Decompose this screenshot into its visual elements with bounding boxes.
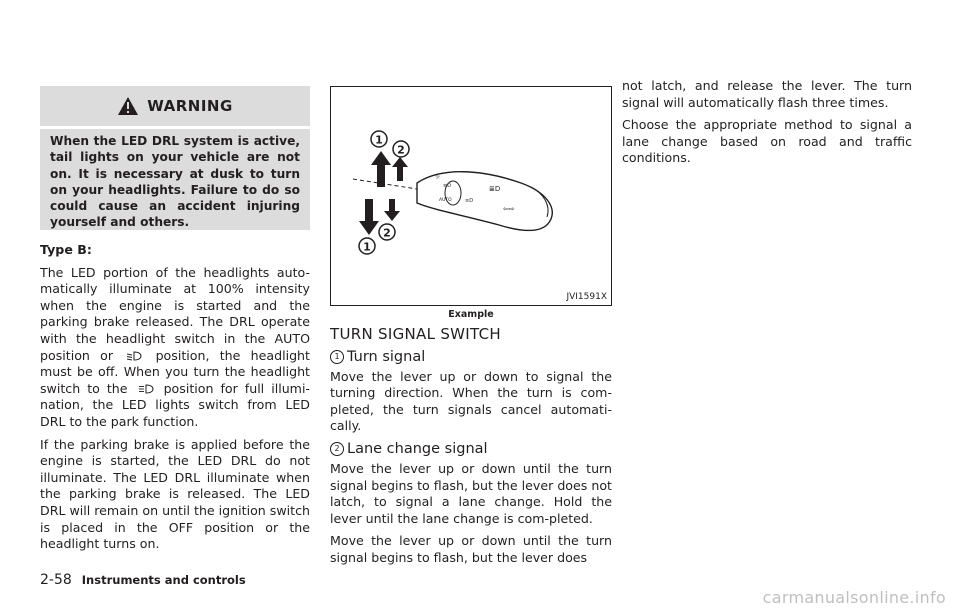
circled-number-1: 1 [330,350,344,364]
led-paragraph-part1: The LED portion of the headlights auto-matically illuminate at 100% intensity when the engine is started and the parking brake released. The DRL operate with the headlight switch in the AUTO position or [40,264,310,363]
section-name: Instruments and controls [81,573,246,587]
figure-code: JVI1591X [566,292,607,302]
low-beam-headlight-icon [125,351,143,361]
callout-1-top [371,131,387,147]
lane-change-subheading [330,441,612,457]
led-paragraph-part3: position for full illumi-nation, the LED lights switch from LED DRL to the park function. [40,380,310,429]
turn-signal-lever-illustration [331,87,611,305]
svg-text:≡D: ≡D [465,198,474,204]
page-footer [40,572,246,588]
svg-text:⇦⇨: ⇦⇨ [503,205,515,213]
turn-signal-figure [330,86,612,306]
led-paragraph-part2: position, the headlight must be off. When you turn the headlight switch to the [40,347,310,396]
left-column [40,242,310,553]
warning-divider [40,126,310,129]
callout-2-top [393,141,409,157]
section-title: TURN SIGNAL SWITCH [330,325,501,343]
led-paragraph [40,265,310,431]
callout-2-bottom [379,224,395,240]
lane-change-text-1: Move the lever up or down until the turn signal begins to flash, but the lever does not latch, to signal a lane change. Hold the lever until the lane change is com-pleted. [330,460,612,526]
svg-text:≣D: ≣D [489,185,501,193]
circled-number-2: 2 [330,442,344,456]
middle-column [330,326,612,567]
right-paragraph-1: not latch, and release the lever. The turn signal will automatically flash three times. [622,78,912,110]
warning-triangle-icon [117,96,139,116]
lane-change-text-2: Move the lever up or down until the turn signal begins to flash, but the lever does [330,533,612,565]
svg-text:2: 2 [383,226,391,240]
callout-1-bottom [359,238,375,254]
warning-text: When the LED DRL system is active, tail lights on your vehicle are not on. It is necessary at dusk to turn on your headlights. Failure to do so could cause an accident injuring yourself and others. [50,134,300,230]
svg-text:2: 2 [397,143,405,157]
right-paragraph-2: Choose the appropriate method to signal a lane change based on road and traffic conditions. [622,117,912,166]
svg-text:≡D: ≡D [443,183,452,189]
turn-signal-title: Turn signal [347,348,426,365]
warning-title: WARNING [147,97,233,115]
svg-text:1: 1 [375,133,383,147]
turn-signal-subheading [330,349,612,365]
right-column [622,78,912,167]
warning-header [40,86,310,126]
svg-text:☼: ☼ [435,174,441,181]
type-label: Type B: [40,242,92,257]
parking-brake-paragraph: If the parking brake is applied before the engine is started, the LED DRL do not illuminate. The LED DRL illuminate when the parking brake is released. The LED DRL will remain on until the ignition switch is placed in the OFF position or the headlight turns on. [40,436,310,552]
figure-caption: Example [448,309,494,320]
svg-text:1: 1 [363,240,371,254]
turn-signal-text: Move the lever up or down to signal the turning direction. When the turn is com-pleted, the turn signals cancel automati-cally. [330,368,612,434]
warning-box [40,86,310,230]
lane-change-title: Lane change signal [347,440,488,457]
page-number: 2-58 [40,572,72,588]
watermark-link[interactable]: carmanualsonline.info [762,588,946,607]
svg-text:AUTO: AUTO [439,198,452,203]
headlight-icon [137,384,155,394]
